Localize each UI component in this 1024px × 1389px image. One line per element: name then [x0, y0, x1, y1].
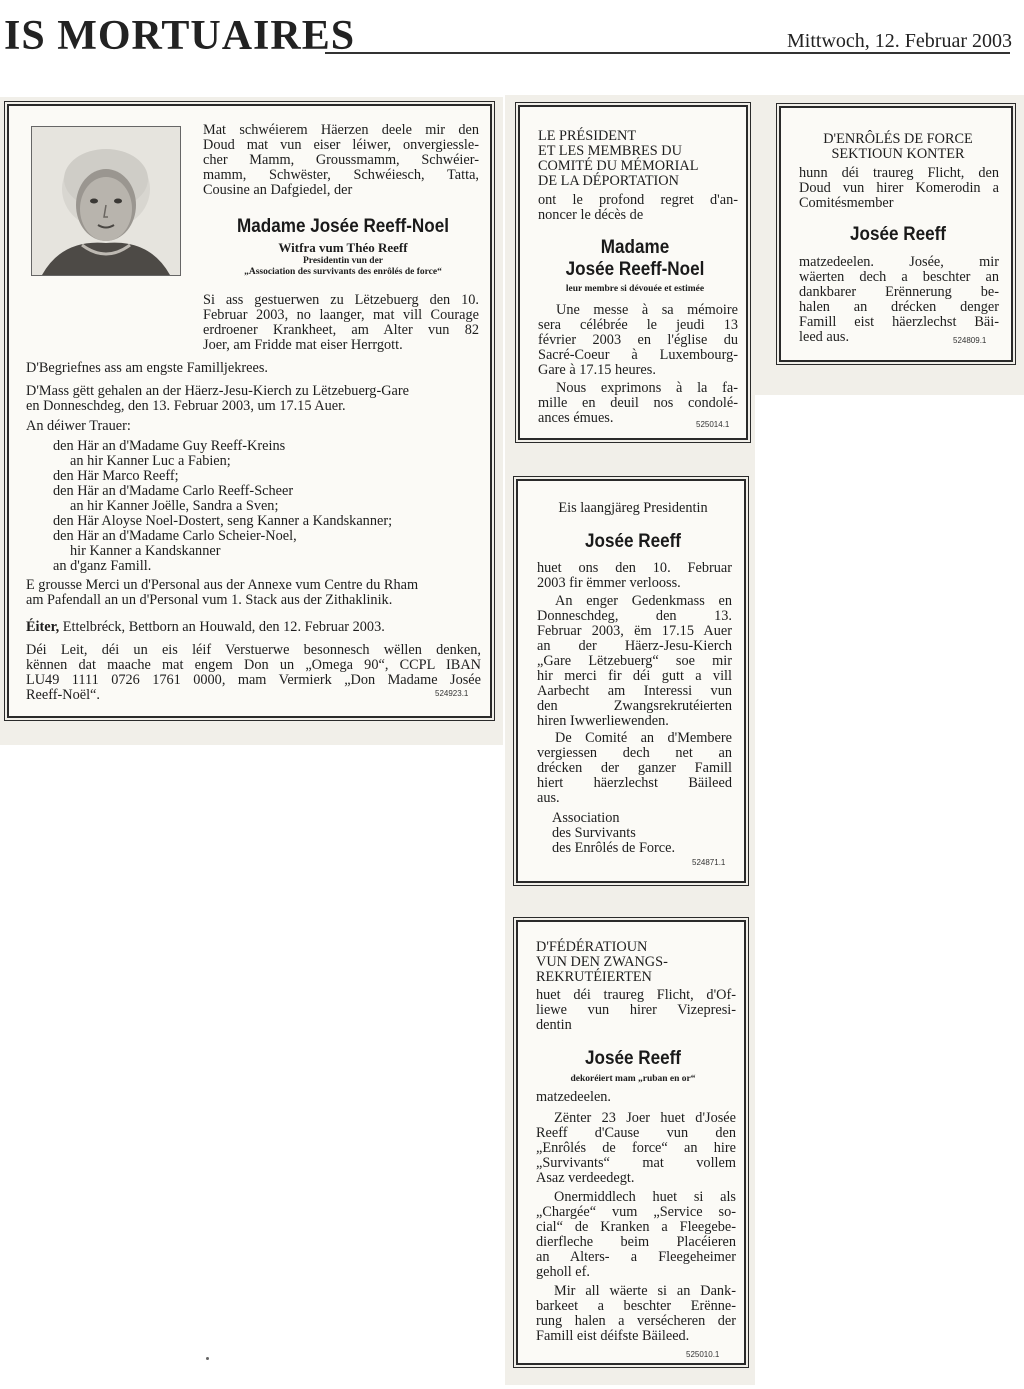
mass-line: en Donneschdeg, den 13. Februar 2003, um 17.15 Auer. [26, 398, 346, 414]
org-line: ET LES MEMBRES DU [538, 143, 682, 159]
death-line: Si ass gestuerwen zu Lëtzebuerg den 10. [203, 292, 479, 308]
mourner-line: den Här Aloyse Noel-Dostert, seng Kanner a Kandskanner; [53, 513, 393, 529]
p2-line: „Enrôlés de force“ an hire [536, 1140, 736, 1156]
deceased-name-line-2: Josée Reeff-Noel [565, 259, 705, 280]
section-title: IS MORTUAIRES [4, 13, 356, 59]
p1-line: huet ons den 10. Februar [537, 560, 732, 576]
death-line: Joer, am Fridde mat eiser Herrgott. [203, 337, 403, 353]
signature-line: des Survivants [552, 825, 636, 841]
mourner-line: an hir Kanner Luc a Fabien; [70, 453, 231, 469]
p2-line: hir merci fir déi gutt a vill [537, 668, 732, 684]
mourner-line: hir Kanner a Kandskanner [70, 543, 221, 559]
thanks-line: E grousse Merci un d'Personal aus der Annexe vum Centre du Rham [26, 577, 419, 593]
org-line: D'FÉDÉRATIOUN [536, 939, 648, 955]
notice-konter [779, 106, 1013, 362]
portrait-photo [31, 126, 181, 276]
donation-line: Reeff-Noël“. [26, 687, 100, 703]
p2-line: den Zwangsrekrutéierten [537, 698, 732, 714]
p3-line: De Comité an d'Membere [555, 730, 732, 746]
p3-line: drécken der ganzer Famill [537, 760, 732, 776]
mourning-intro: An déiwer Trauer: [26, 418, 131, 434]
mourner-line: an hir Kanner Joëlle, Sandra a Sven; [70, 498, 279, 514]
thanks-line: am Pafendall an un d'Personal vum 1. Stack aus der Zithaklinik. [26, 592, 393, 608]
intro-line: noncer le décès de [538, 207, 644, 223]
mass-line: Sacré-Coeur à Luxembourg- [538, 347, 738, 363]
donation-line: LU49 1111 0726 1761 0000, mam Vermierk „Don Madame Josée [26, 672, 481, 688]
p2-line: „Survivants“ mat vollem [536, 1155, 736, 1171]
death-line: Februar 2003, no laanger, mat vill Courage [203, 307, 479, 323]
intro-line: hunn déi traureg Flicht, den [799, 165, 999, 181]
mass-line: Une messe à sa mémoire [556, 302, 738, 318]
intro-line: Mat schwéierem Häerzen deele mir den [203, 122, 479, 138]
deceased-name: Josée Reeff [849, 224, 946, 245]
org-line: COMITÉ DU MÉMORIAL [538, 158, 699, 174]
intro-line: Doud mat vun eiser léiwer, onvergiessle- [203, 137, 479, 153]
condolence-line: Nous exprimons à la fa- [556, 380, 738, 396]
donation-line: Déi Leit, déi un eis léif Verstuerwe besonnesch wëllen denken, [26, 642, 481, 658]
place-and-date [26, 620, 481, 635]
text-line: wäerten dech a beschter an [799, 269, 999, 285]
reference-number: 524923.1 [435, 689, 469, 698]
org-line: VUN DEN ZWANGS- [536, 954, 668, 970]
p3-line: geholl ef. [536, 1264, 590, 1280]
text-line: leed aus. [799, 329, 850, 345]
mass-line: D'Mass gëtt gehalen an der Häerz-Jesu-Kierch zu Lëtzebuerg-Gare [26, 383, 409, 399]
portrait-image [32, 127, 180, 275]
p2-line: An enger Gedenkmass en [555, 593, 732, 609]
p4-line: Mir all wäerte si an Dank- [554, 1283, 736, 1299]
paper-speck [206, 1357, 209, 1360]
p2-line: Aarbecht am Interessi vun [537, 683, 732, 699]
p3-line: an Alters- a Fleegeheimer [536, 1249, 736, 1265]
text-line: dankbarer Erënnerung be- [799, 284, 999, 300]
org-line: LE PRÉSIDENT [538, 128, 637, 144]
deceased-name: Josée Reeff [584, 531, 681, 552]
intro-line: Cousine an Dafgiedel, der [203, 182, 353, 198]
p2-line: „Gare Lëtzebuerg“ soe mir [537, 653, 732, 669]
mourner-line: den Här an d'Madame Guy Reeff-Kreins [53, 438, 286, 454]
role-line-1: Presidentin vun der [302, 256, 384, 266]
heading: Eis laangjäreg Presidentin [558, 500, 708, 516]
reference-number: 524871.1 [692, 858, 726, 867]
text-line: halen an drécken denger [799, 299, 999, 315]
role-line-2: „Association des survivants des enrôlés de force“ [244, 267, 442, 277]
reference-number: 525010.1 [686, 1350, 720, 1359]
p2-line: Donneschdeg, den 13. [537, 608, 732, 624]
place-bold: Éiter, [26, 619, 60, 635]
p2-line: hiren Iwwerliewenden. [537, 713, 669, 729]
mourner-line: an d'ganz Famill. [53, 558, 152, 574]
org-line: DE LA DÉPORTATION [538, 173, 679, 189]
p3-line: vergiessen dech net an [537, 745, 732, 761]
notice-main [7, 104, 492, 718]
deceased-name: Madame Josée Reeff-Noel [237, 216, 449, 237]
org-line: REKRUTÉIERTEN [536, 969, 652, 985]
reference-number: 524809.1 [953, 336, 987, 345]
p2-line: Reeff d'Cause vun den [536, 1125, 736, 1141]
p4-line: Famill eist déifste Bäileed. [536, 1328, 690, 1344]
p2-line: an der Häerz-Jesu-Kierch [537, 638, 732, 654]
notice-federation [516, 920, 746, 1365]
mass-line: février 2003 en l'église du [538, 332, 738, 348]
p3-line: Onermiddlech huet si als [554, 1189, 736, 1205]
p2-line: Asaz verdeedegt. [536, 1170, 635, 1186]
intro-line: liewe vun hirer Vizepresi- [536, 1002, 736, 1018]
p3-line: dierfleche beim Placéieren [536, 1234, 736, 1250]
widow-of: Witfra vum Théo Reeff [278, 240, 408, 255]
mourner-line: den Här an d'Madame Carlo Scheier-Noel, [53, 528, 297, 544]
mass-line: Gare à 17.15 heures. [538, 362, 656, 378]
org-line: D'ENRÔLÉS DE FORCE [823, 131, 973, 147]
intro-line: Comitésmember [799, 195, 894, 211]
p2-line: Februar 2003, ëm 17.15 Auer [537, 623, 732, 639]
donation-line: kënnen dat maache mat engem Don un „Omega 90“, CCPL IBAN [26, 657, 481, 673]
p3-line: aus. [537, 790, 560, 806]
intro-line: ont le profond regret d'an- [538, 192, 738, 208]
burial-text: D'Begriefnes ass am engste Familljekrees. [26, 360, 268, 376]
decoration-line: dekoréiert mam „ruban en or“ [570, 1074, 696, 1084]
newspaper-header [0, 0, 1024, 62]
deceased-name: Josée Reeff [584, 1048, 681, 1069]
intro-line: huet déi traureg Flicht, d'Of- [536, 987, 736, 1003]
p1-line: 2003 fir ëmmer verlooss. [537, 575, 681, 591]
intro-line: mamm, Schwëster, Schwéiesch, Tatta, [203, 167, 479, 183]
p2-line: Zënter 23 Joer huet d'Josée [554, 1110, 736, 1126]
p3-line: cial“ de Kranken a Fleegebe- [536, 1219, 736, 1235]
mourner-line: den Här Marco Reeff; [53, 468, 179, 484]
signature-line: des Enrôlés de Force. [552, 840, 676, 856]
intro-line: cher Mamm, Groussmamm, Schwéier- [203, 152, 479, 168]
condolence-line: ances émues. [538, 410, 614, 426]
intro-line: Doud vun hirer Komerodin a [799, 180, 999, 196]
p1-line: matzedeelen. [536, 1089, 612, 1105]
mass-line: sera célébrée le jeudi 13 [538, 317, 738, 333]
p3-line: „Chargée“ vum „Service so- [536, 1204, 736, 1220]
reference-number: 525014.1 [696, 420, 730, 429]
intro-line: dentin [536, 1017, 572, 1033]
notice-memorial [518, 105, 748, 440]
signature-line: Association [552, 810, 620, 826]
deceased-name-line-1: Madame [600, 237, 670, 258]
p4-line: barkeet a beschter Erënne- [536, 1298, 736, 1314]
org-line: SEKTIOUN KONTER [831, 146, 965, 162]
condolence-line: mille en deuil nos condolé- [538, 395, 738, 411]
notice-association [516, 479, 746, 883]
role-line: leur membre si dévouée et estimée [565, 284, 705, 294]
death-line: erdroener Krankheet, am Alter vun 82 [203, 322, 479, 338]
text-line: matzedeelen. Josée, mir [799, 254, 999, 270]
place-rest: Ettelbréck, Bettborn an Houwald, den 12. Februar 2003. [59, 619, 385, 635]
issue-date: Mittwoch, 12. Februar 2003 [787, 30, 1012, 52]
mourner-line: den Här an d'Madame Carlo Reeff-Scheer [53, 483, 294, 499]
p3-line: hiert häerzlechst Bäileed [537, 775, 732, 791]
p4-line: rung halen a versécheren der [536, 1313, 736, 1329]
text-line: Famill eist häerzlechst Bäi- [799, 314, 999, 330]
